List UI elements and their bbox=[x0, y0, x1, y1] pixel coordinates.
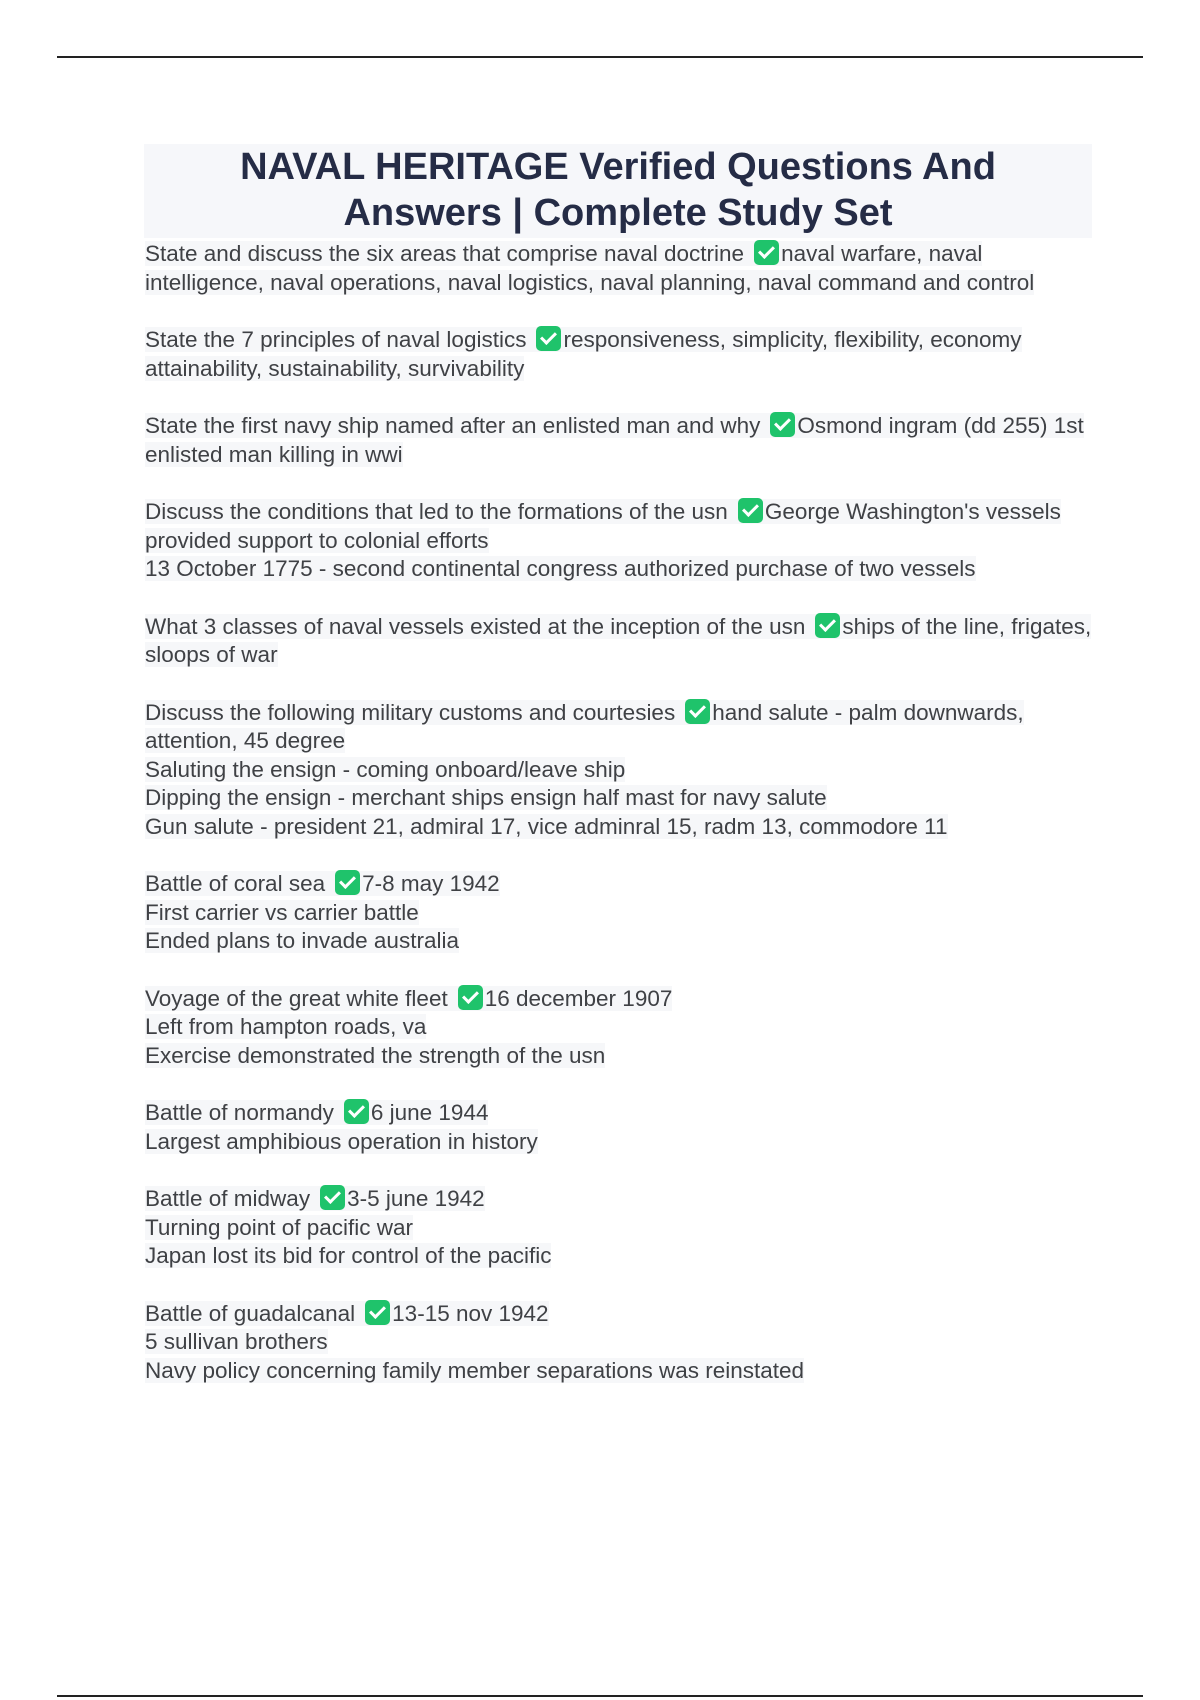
qa-item bbox=[145, 1300, 1095, 1386]
qa-item bbox=[145, 1099, 1095, 1156]
qa-item bbox=[145, 412, 1095, 469]
qa-item bbox=[145, 326, 1095, 383]
question-text: Battle of guadalcanal bbox=[145, 1300, 356, 1326]
qa-highlight bbox=[145, 413, 1084, 467]
answer-line: Dipping the ensign - merchant ships ensign half mast for navy salute bbox=[145, 785, 827, 810]
check-icon bbox=[685, 699, 710, 724]
top-divider bbox=[57, 56, 1143, 58]
check-icon bbox=[815, 613, 840, 638]
title-block bbox=[144, 144, 1092, 238]
answer-line: Gun salute - president 21, admiral 17, vice adminral 15, radm 13, commodore 11 bbox=[145, 813, 948, 839]
answer-text: naval warfare, naval intelligence, naval operations, naval logistics, naval planning, naval command and control bbox=[145, 241, 1035, 295]
question-text: Battle of coral sea bbox=[145, 871, 326, 896]
title-line-1: NAVAL HERITAGE Verified Questions And bbox=[240, 146, 996, 188]
qa-item bbox=[145, 870, 1095, 956]
qa-highlight bbox=[145, 1301, 804, 1383]
qa-list bbox=[145, 240, 1095, 1414]
qa-highlight bbox=[145, 1186, 551, 1268]
answer-text: Osmond ingram (dd 255) 1st enlisted man killing in wwi bbox=[145, 413, 1084, 467]
check-icon bbox=[770, 412, 795, 437]
qa-item bbox=[145, 240, 1095, 297]
answer-line: Exercise demonstrated the strength of the usn bbox=[145, 1042, 606, 1068]
qa-highlight bbox=[145, 1100, 538, 1154]
answer-line: Largest amphibious operation in history bbox=[145, 1128, 538, 1154]
answer-line: 13 October 1775 - second continental congress authorized purchase of two vessels bbox=[145, 556, 976, 581]
answer-text: ships of the line, frigates, sloops of war bbox=[145, 613, 1092, 667]
check-icon bbox=[754, 240, 779, 265]
qa-item bbox=[145, 613, 1095, 670]
question-text: What 3 classes of naval vessels existed at the inception of the usn bbox=[145, 613, 806, 639]
qa-highlight bbox=[145, 241, 1034, 295]
answer-text: George Washington's vessels provided support to colonial efforts bbox=[145, 499, 1061, 553]
answer-text: 13-15 nov 1942 bbox=[392, 1300, 549, 1326]
qa-highlight bbox=[145, 499, 1061, 581]
qa-item bbox=[145, 985, 1095, 1071]
check-icon bbox=[738, 498, 763, 523]
answer-text: 7-8 may 1942 bbox=[362, 871, 500, 896]
answer-text: 6 june 1944 bbox=[370, 1100, 489, 1125]
question-text: State and discuss the six areas that comprise naval doctrine bbox=[145, 241, 745, 266]
title-line-2: Answers | Complete Study Set bbox=[343, 192, 893, 234]
answer-text: responsiveness, simplicity, flexibility, economy attainability, sustainability, survivability bbox=[145, 327, 1022, 381]
answer-line: Left from hampton roads, va bbox=[145, 1014, 427, 1039]
question-text: Battle of midway bbox=[145, 1186, 311, 1211]
check-icon bbox=[458, 985, 483, 1010]
answer-text: 16 december 1907 bbox=[484, 985, 673, 1011]
answer-line: Japan lost its bid for control of the pacific bbox=[145, 1243, 552, 1268]
qa-highlight bbox=[145, 871, 500, 953]
check-icon bbox=[536, 326, 561, 351]
check-icon bbox=[365, 1300, 390, 1325]
qa-item bbox=[145, 1185, 1095, 1271]
question-text: Discuss the conditions that led to the formations of the usn bbox=[145, 499, 728, 524]
check-icon bbox=[344, 1099, 369, 1124]
question-text: State the first navy ship named after an enlisted man and why bbox=[145, 413, 761, 438]
question-text: State the 7 principles of naval logistics bbox=[145, 327, 527, 352]
check-icon bbox=[320, 1185, 345, 1210]
qa-item bbox=[145, 699, 1095, 842]
answer-line: Turning point of pacific war bbox=[145, 1214, 414, 1240]
answer-line: Ended plans to invade australia bbox=[145, 928, 459, 953]
answer-text: hand salute - palm downwards, attention, 45 degree bbox=[145, 699, 1024, 753]
qa-item bbox=[145, 498, 1095, 584]
question-text: Battle of normandy bbox=[145, 1100, 334, 1125]
answer-line: First carrier vs carrier battle bbox=[145, 899, 419, 925]
question-text: Discuss the following military customs and courtesies bbox=[145, 699, 676, 725]
answer-line: 5 sullivan brothers bbox=[145, 1329, 328, 1354]
qa-highlight bbox=[145, 327, 1022, 381]
qa-highlight bbox=[145, 986, 672, 1068]
bottom-divider bbox=[57, 1695, 1143, 1697]
qa-highlight bbox=[145, 700, 1024, 839]
question-text: Voyage of the great white fleet bbox=[145, 985, 448, 1011]
answer-line: Saluting the ensign - coming onboard/leave ship bbox=[145, 756, 626, 782]
answer-text: 3-5 june 1942 bbox=[347, 1186, 485, 1211]
check-icon bbox=[335, 870, 360, 895]
answer-line: Navy policy concerning family member separations was reinstated bbox=[145, 1357, 805, 1383]
qa-highlight bbox=[145, 614, 1091, 668]
document-title bbox=[144, 144, 1092, 236]
